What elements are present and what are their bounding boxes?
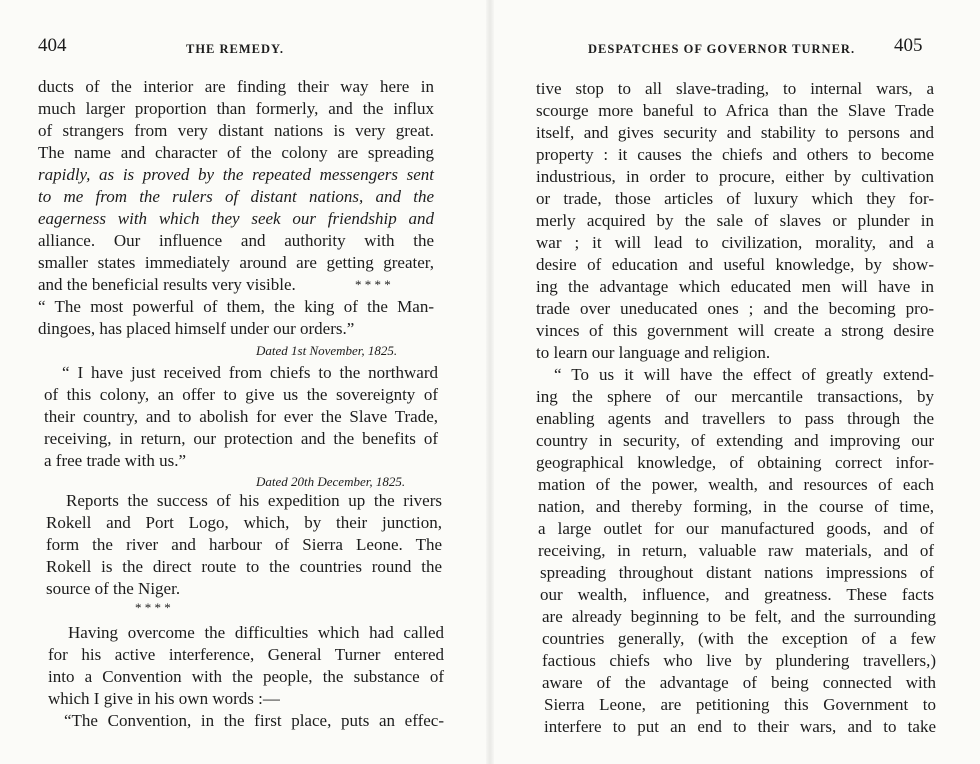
text-line: “ To us it will have the effect of greatly extend- [554,365,934,384]
text-line: geographical knowledge, of obtaining correct infor- [536,453,934,472]
text-line: to learn our language and religion. [536,343,771,362]
text-line: countries generally, (with the exception of a few [542,629,936,648]
ellipsis-stars: * * * * [355,277,391,292]
text-line: “ I have just received from chiefs to the northward [62,363,438,382]
date-line: Dated 20th December, 1825. [256,474,406,489]
running-head-right: DESPATCHES OF GOVERNOR TURNER. [588,42,856,56]
page-number-left: 404 [38,35,67,56]
right-page [490,0,980,764]
text-line: our wealth, influence, and greatness. These facts [540,585,934,604]
text-line: itself, and gives security and stability to persons and [536,123,934,142]
text-line: their country, and to abolish for ever the Slave Trade, [44,407,438,426]
text-line: are already beginning to be felt, and the surrounding [542,607,936,626]
text-line: or trade, those articles of luxury which they for- [536,189,934,208]
text-line: Reports the success of his expedition up the rivers [66,491,442,510]
text-line: smaller states immediately around are getting greater, [38,253,434,272]
text-line: vinces of this government will create a strong desire [536,321,934,340]
date-line: Dated 1st November, 1825. [256,343,398,358]
text-line: to me from the rulers of distant nations, and the [38,187,434,206]
text-line: war ; it will lead to civilization, morality, and a [536,233,934,252]
text-line: Having overcome the difficulties which had called [68,623,444,642]
text-line: aware of the advantage of being connected with [542,673,936,692]
text-line: of strangers from very distant nations is very great. [38,121,434,140]
text-line: enabling agents and travellers to pass through the [536,409,934,428]
text-line: factious chiefs who live by plundering travellers,) [542,651,936,670]
text-line: trade over uneducated ones ; and the becoming pro- [536,299,934,318]
page-number-right: 405 [894,35,923,56]
text-line: and the beneficial results very visible. [38,275,296,294]
text-line: “The Convention, in the first place, puts an effec- [64,711,444,730]
text-line: tive stop to all slave-trading, to internal wars, a [536,79,934,98]
text-segment: rapidly, as is proved by the repeated messengers sent [38,165,434,184]
text-line: country in security, of extending and improving our [536,431,934,450]
text-line [38,164,434,186]
text-line: eagerness with which they seek our friendship and [38,209,434,228]
text-line: receiving, in return, valuable raw materials, and of [538,541,934,560]
text-line: much larger proportion than formerly, and the influx [38,99,434,118]
text-line: industrious, in order to procure, either by cultivation [536,167,934,186]
text-line: a free trade with us.” [44,451,187,470]
text-line: Rokell is the direct route to the countries round the [46,557,442,576]
text-line: nation, and thereby forming, in the course of time, [538,497,934,516]
text-line: which I give in his own words :— [48,689,280,708]
text-line: into a Convention with the people, the substance of [48,667,444,686]
text-line: The name and character of the colony are spreading [38,143,434,162]
text-line: a large outlet for our manufactured goods, and of [538,519,934,538]
text-line: property : it causes the chiefs and others to become [536,145,934,164]
text-line: mation of the power, wealth, and resources of each [538,475,934,494]
text-line: interfere to put an end to their wars, and to take [544,717,936,736]
text-line: ing the advantage which educated men will have in [536,277,934,296]
text-line: scourge more baneful to Africa than the Slave Trade [536,101,934,120]
text-line: “ The most powerful of them, the king of the Man- [38,297,434,316]
text-line: receiving, in return, our protection and the benefits of [44,429,438,448]
text-line: form the river and harbour of Sierra Leone. The [46,535,442,554]
text-line: dingoes, has placed himself under our orders.” [38,319,355,338]
text-line: for his active interference, General Turner entered [48,645,444,664]
text-line: ducts of the interior are finding their way here in [38,77,434,96]
text-line: merly acquired by the sale of slaves or plunder in [536,211,934,230]
text-line: source of the Niger. [46,579,181,598]
text-line: desire of education and useful knowledge, by show- [536,255,934,274]
section-break-stars: * * * * [135,600,171,615]
text-line: Sierra Leone, are petitioning this Government to [544,695,936,714]
text-line: Rokell and Port Logo, which, by their junction, [46,513,442,532]
text-line: spreading throughout distant nations impressions of [540,563,934,582]
text-line: alliance. Our influence and authority with the [38,231,434,250]
text-line: ing the sphere of our mercantile transactions, by [536,387,934,406]
text-line: of this colony, an offer to give us the sovereignty of [44,385,438,404]
running-head-left: THE REMEDY. [186,42,285,56]
